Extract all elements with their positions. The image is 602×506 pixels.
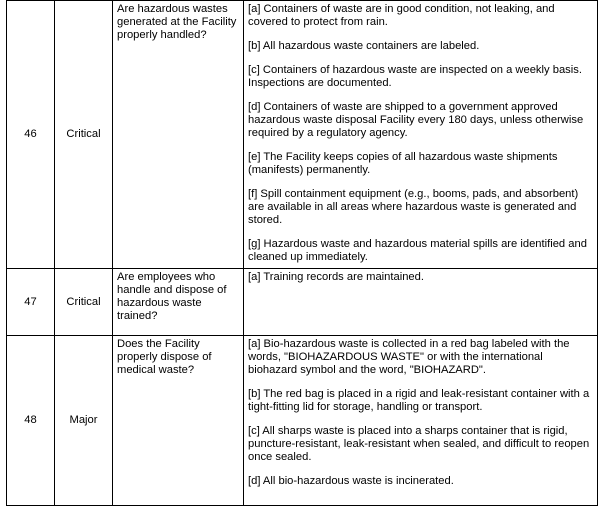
severity-label: Critical (55, 269, 113, 336)
requirement-item: [d] All bio-hazardous waste is incinerated. (248, 475, 454, 487)
requirement-item: [b] All hazardous waste containers are labeled. (248, 40, 480, 52)
item-number: 48 (7, 336, 55, 506)
requirement-item: [a] Containers of waste are in good condition, not leaking, and covered to protect from rain. (248, 3, 555, 28)
audit-question: Are hazardous wastes generated at the Facility properly handled? (113, 1, 244, 269)
item-number: 47 (7, 269, 55, 336)
audit-question: Are employees who handle and dispose of hazardous waste trained? (113, 269, 244, 336)
requirement-item: [e] The Facility keeps copies of all hazardous waste shipments (manifests) permanently. (248, 151, 558, 176)
requirement-item: [c] All sharps waste is placed into a sharps container that is rigid, puncture-resistant, leak-resistant when sealed, and difficult to reopen once sealed. (248, 425, 590, 463)
severity-label: Major (55, 336, 113, 506)
requirement-item: [g] Hazardous waste and hazardous material spills are identified and cleaned up immediately. (248, 238, 587, 263)
audit-page (6, 0, 598, 506)
requirement-item: [d] Containers of waste are shipped to a government approved hazardous waste disposal Facility every 180 days, unless otherwise required by a regulatory agency. (248, 101, 584, 139)
item-number: 46 (7, 1, 55, 269)
requirement-item: [f] Spill containment equipment (e.g., booms, pads, and absorbent) are available in all areas where hazardous waste is generated and stored. (248, 188, 579, 226)
requirement-item: [a] Training records are maintained. (248, 271, 424, 283)
requirements-cell (244, 336, 598, 506)
table-row (7, 269, 598, 336)
table-row (7, 336, 598, 506)
audit-question: Does the Facility properly dispose of medical waste? (113, 336, 244, 506)
severity-label: Critical (55, 1, 113, 269)
requirements-cell (244, 1, 598, 269)
requirement-item: [b] The red bag is placed in a rigid and leak-resistant container with a tight-fitting lid for storage, handling or transport. (248, 388, 590, 413)
requirement-item: [a] Bio-hazardous waste is collected in a red bag labeled with the words, "BIOHAZARDOUS WASTE" or with the international biohazard symbol and the word, "BIOHAZARD". (248, 338, 570, 376)
requirement-item: [c] Containers of hazardous waste are inspected on a weekly basis. Inspections are documented. (248, 64, 582, 89)
requirements-cell (244, 269, 598, 336)
audit-checklist-table (6, 0, 598, 506)
table-row (7, 1, 598, 269)
